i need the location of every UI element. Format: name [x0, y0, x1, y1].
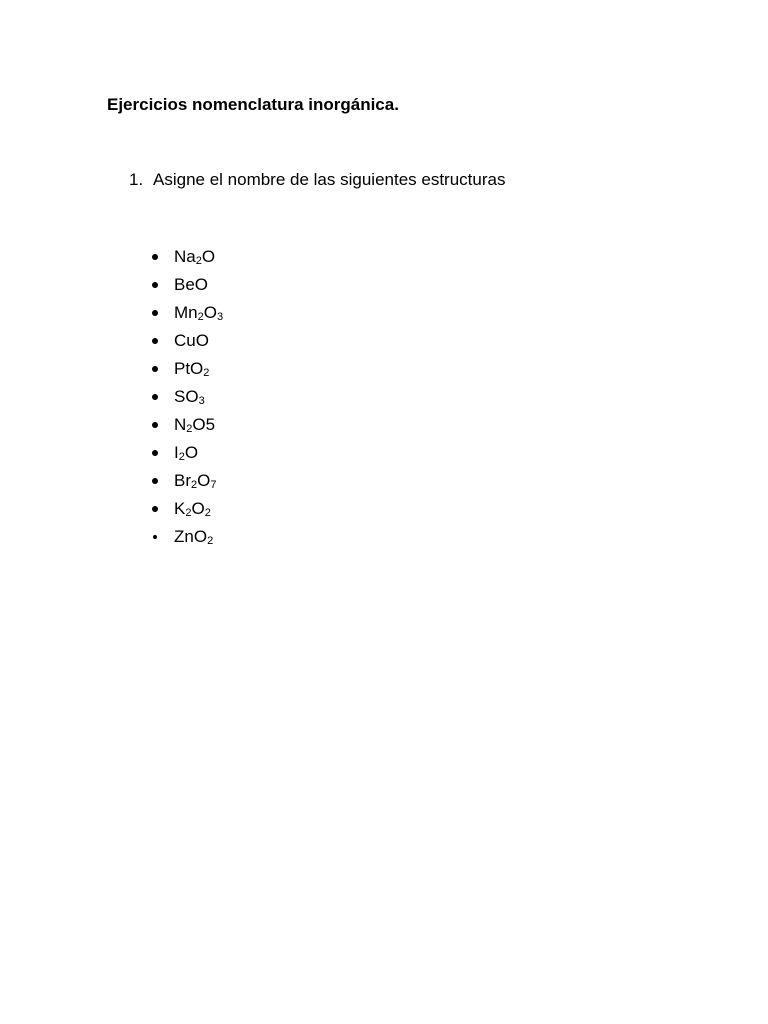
bullet-icon [152, 310, 158, 316]
chemical-formula [174, 275, 208, 294]
chemical-formula [174, 415, 215, 434]
formula-list-item [152, 497, 223, 525]
formula-list-item [152, 357, 223, 385]
document-title: Ejercicios nomenclatura inorgánica. [107, 95, 399, 114]
bullet-icon [152, 254, 158, 260]
formula-text: CuO [174, 331, 209, 350]
formula-subscript: 2 [203, 367, 210, 379]
bullet-icon [152, 422, 158, 428]
formula-subscript: 2 [197, 311, 204, 323]
chemical-formula [174, 499, 211, 518]
formula-text: SO [174, 387, 199, 406]
chemical-formula [174, 331, 209, 350]
formula-list-item [152, 469, 223, 497]
formula-subscript: 7 [210, 479, 217, 491]
formula-text: O [197, 471, 211, 490]
formula-list-item [152, 301, 223, 329]
chemical-formula [174, 247, 215, 266]
formula-subscript: 2 [191, 479, 198, 491]
question-text: Asigne el nombre de las siguientes estructuras [153, 170, 506, 189]
formula-text: I [174, 443, 179, 462]
formula-subscript: 3 [216, 311, 224, 323]
formula-subscript: 2 [186, 423, 193, 435]
chemical-formula [174, 527, 213, 546]
bullet-icon [152, 282, 158, 288]
bullet-icon [152, 394, 158, 400]
formula-text: K [174, 499, 186, 518]
formula-text: Br [174, 471, 191, 490]
formula-text: O [184, 443, 199, 462]
chemical-formula [174, 387, 205, 406]
formula-list-item [152, 273, 223, 301]
formula-text: ZnO [174, 527, 208, 546]
formula-subscript: 2 [195, 255, 202, 267]
formula-subscript: 2 [204, 507, 211, 519]
formula-text: BeO [174, 275, 209, 294]
formula-subscript: 2 [178, 451, 185, 463]
bullet-icon [152, 506, 158, 512]
chemical-formula [174, 303, 223, 322]
formula-text: Na [174, 247, 196, 266]
chemical-formula [174, 359, 209, 378]
formula-text: Mn [174, 303, 198, 322]
formula-text: O [201, 247, 216, 266]
question-number: 1. [129, 170, 144, 189]
formula-list-item [152, 329, 223, 357]
bullet-icon [152, 478, 158, 484]
formula-subscript: 2 [207, 535, 214, 547]
bullet-icon [152, 366, 158, 372]
chemical-formula [174, 443, 198, 462]
formula-text: PtO [174, 359, 204, 378]
bullet-icon [153, 535, 157, 539]
formula-subscript: 2 [185, 507, 192, 519]
chemical-formula [174, 471, 216, 490]
formula-text: O [203, 303, 217, 322]
formula-list-item [152, 413, 223, 441]
formula-list-item [152, 245, 223, 273]
bullet-icon [152, 450, 158, 456]
formula-list [152, 245, 223, 553]
formula-subscript: 3 [198, 395, 205, 407]
formula-list-item [152, 525, 223, 553]
formula-list-item [152, 441, 223, 469]
question-item [129, 169, 505, 191]
formula-list-item [152, 385, 223, 413]
formula-text: O5 [192, 415, 216, 434]
formula-text: N [174, 415, 187, 434]
formula-text: O [191, 499, 205, 518]
bullet-icon [152, 338, 158, 344]
